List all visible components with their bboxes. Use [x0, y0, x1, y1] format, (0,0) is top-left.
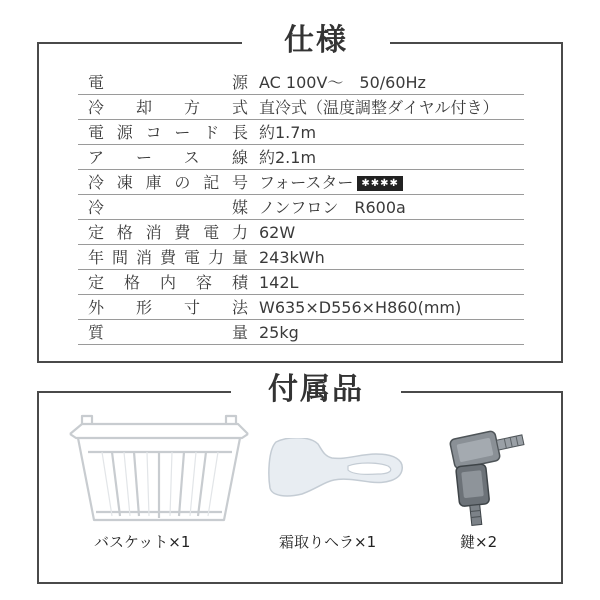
four-star-badge-icon: ✱✱✱✱	[357, 176, 403, 191]
spec-row-cooling	[78, 95, 524, 120]
spec-row-annual-energy	[78, 245, 524, 270]
spec-label: 電 源	[88, 73, 248, 92]
spec-value: ノンフロン R600a	[259, 198, 406, 217]
spec-label: 冷却方式	[88, 98, 248, 117]
spec-value: 約2.1m	[259, 148, 317, 167]
spec-row-cord	[78, 120, 524, 145]
accessory-basket-label: バスケット×1	[94, 533, 191, 551]
spec-label: 電源コード長	[88, 123, 248, 142]
spec-label: 定格内容積	[88, 273, 248, 292]
accessories-title: 付属品	[231, 373, 401, 407]
accessory-basket	[66, 412, 252, 532]
accessory-keys-label: 鍵×2	[460, 533, 498, 551]
spec-value	[259, 172, 519, 193]
spec-value: AC 100V～ 50/60Hz	[259, 73, 426, 92]
spec-label: 冷 媒	[88, 198, 248, 217]
spec-value-text: フォースター	[259, 173, 354, 192]
spec-row-rated-power	[78, 220, 524, 245]
spec-value: 62W	[259, 223, 296, 242]
accessory-scraper-label: 霜取りヘラ×1	[279, 533, 377, 551]
accessory-scraper	[266, 438, 406, 500]
spec-row-freezer-symbol	[78, 170, 524, 195]
spec-row-earth	[78, 145, 524, 170]
spec-label: 年間消費電力量	[88, 248, 248, 267]
spec-label: 外形寸法	[88, 298, 248, 317]
spec-label: 質 量	[88, 323, 248, 342]
spec-label: 定格消費電力	[88, 223, 248, 242]
basket-icon	[66, 412, 252, 532]
spec-title: 仕様	[242, 24, 390, 58]
spec-row-dimensions	[78, 295, 524, 320]
spec-value: 25kg	[259, 323, 299, 342]
spec-row-capacity	[78, 270, 524, 295]
spec-value: 約1.7m	[259, 123, 317, 142]
spec-row-power	[78, 70, 524, 95]
spec-label: 冷凍庫の記号	[88, 173, 248, 192]
spec-row-weight	[78, 320, 524, 345]
accessory-keys	[448, 418, 532, 528]
scraper-icon	[266, 438, 406, 500]
spec-value: 142L	[259, 273, 299, 292]
spec-value: W635×D556×H860(mm)	[259, 298, 462, 317]
keys-icon	[448, 418, 532, 528]
spec-row-refrigerant	[78, 195, 524, 220]
spec-value: 直冷式（温度調整ダイヤル付き）	[259, 98, 499, 117]
spec-value: 243kWh	[259, 248, 325, 267]
spec-label: アース線	[88, 148, 248, 167]
